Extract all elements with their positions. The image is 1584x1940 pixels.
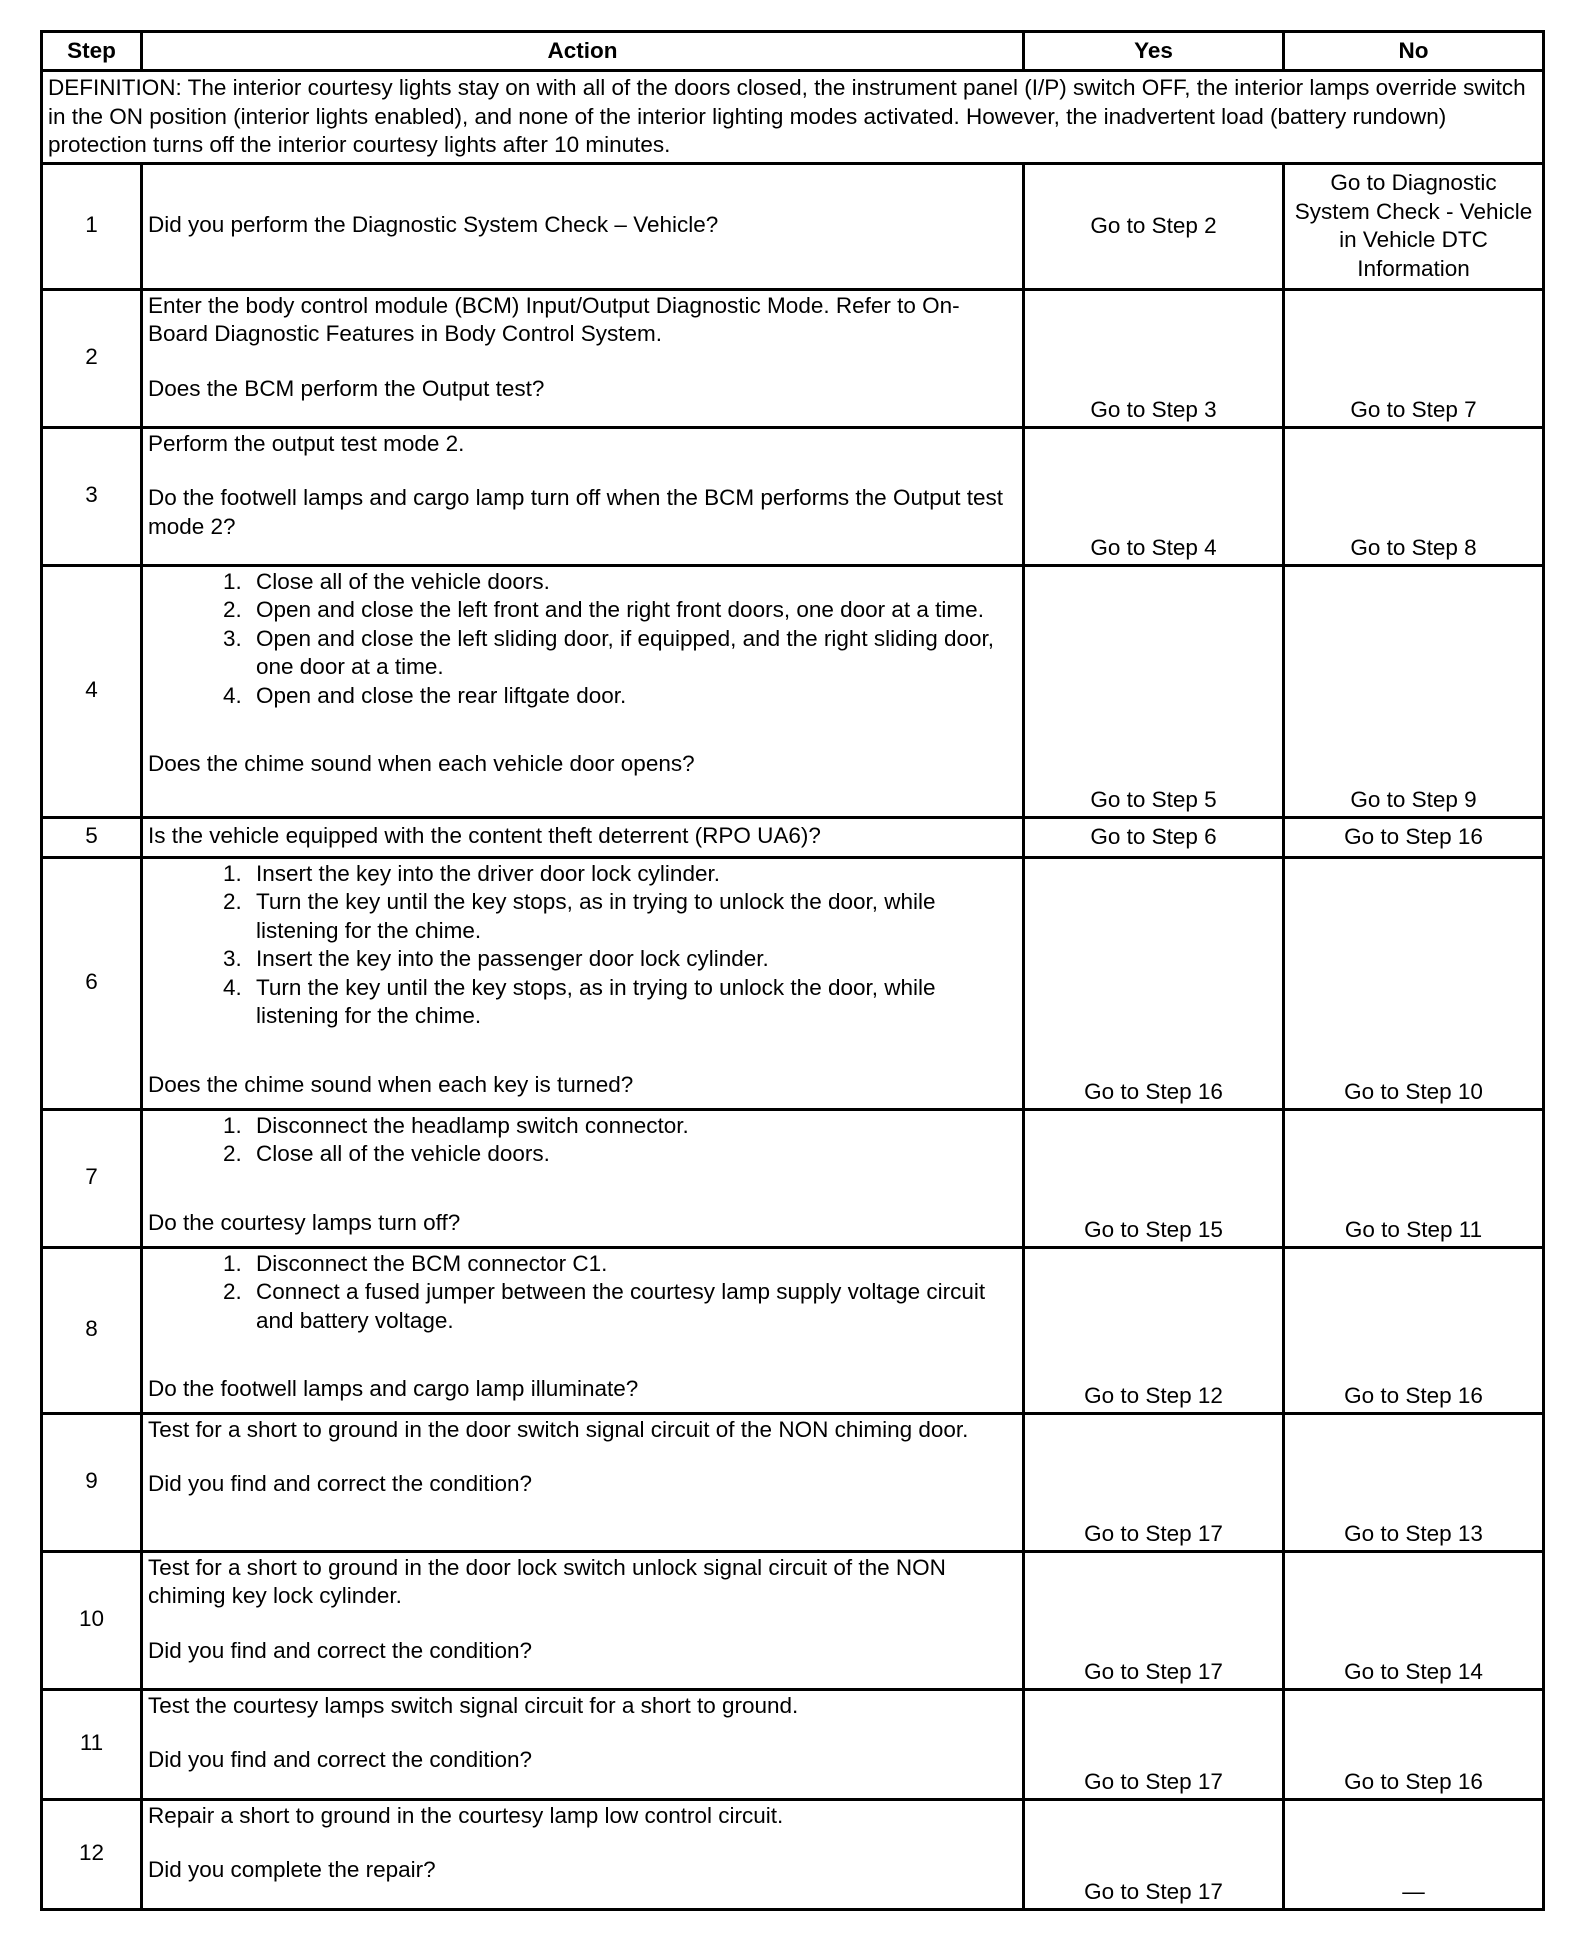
action-cell <box>142 1247 1024 1413</box>
action-question: Do the footwell lamps and cargo lamp turn off when the BCM performs the Output test mode 2? <box>148 485 1004 539</box>
spacer <box>148 1169 1014 1209</box>
yes-result: Go to Step 17 <box>1024 1551 1284 1689</box>
no-result: Go to Step 9 <box>1284 565 1544 817</box>
no-result: Go to Step 11 <box>1284 1109 1544 1247</box>
action-cell <box>142 163 1024 289</box>
step-number: 11 <box>42 1689 142 1799</box>
action-step-item: 1. Disconnect the headlamp switch connector. <box>248 1112 1014 1141</box>
no-result: Go to Step 13 <box>1284 1413 1544 1551</box>
step-number: 4 <box>42 565 142 817</box>
no-result: Go to Step 7 <box>1284 289 1544 427</box>
header-yes: Yes <box>1024 32 1284 71</box>
action-cell <box>142 817 1024 857</box>
action-question: Do the courtesy lamps turn off? <box>148 1209 461 1235</box>
action-step-item: 4. Open and close the rear liftgate door. <box>248 682 1014 711</box>
yes-result: Go to Step 2 <box>1024 163 1284 289</box>
action-cell <box>142 565 1024 817</box>
step-number: 2 <box>42 289 142 427</box>
no-result: Go to Step 16 <box>1284 1247 1544 1413</box>
header-action: Action <box>142 32 1024 71</box>
table-row <box>42 1247 1544 1413</box>
table-row <box>42 1413 1544 1551</box>
spacer <box>148 1335 1014 1375</box>
action-step-item: 2. Close all of the vehicle doors. <box>248 1140 1014 1169</box>
action-step-item: 1. Disconnect the BCM connector C1. <box>248 1250 1014 1279</box>
table-row <box>42 817 1544 857</box>
action-cell <box>142 1689 1024 1799</box>
step-number: 6 <box>42 857 142 1109</box>
no-result: Go to Step 14 <box>1284 1551 1544 1689</box>
action-steps-list <box>148 1112 1014 1169</box>
spacer <box>148 1031 1014 1071</box>
diagnostic-table <box>40 30 1545 1911</box>
no-result: Go to Step 10 <box>1284 857 1544 1109</box>
action-instruction: Perform the output test mode 2. <box>148 430 465 456</box>
yes-result: Go to Step 17 <box>1024 1413 1284 1551</box>
action-question: Did you find and correct the condition? <box>148 1637 532 1663</box>
action-cell <box>142 1799 1024 1909</box>
action-instruction: Test the courtesy lamps switch signal circuit for a short to ground. <box>148 1692 799 1718</box>
action-cell <box>142 1109 1024 1247</box>
spacer <box>148 1444 1014 1470</box>
spacer <box>148 710 1014 750</box>
no-result: Go to Step 16 <box>1284 1689 1544 1799</box>
spacer <box>148 458 1014 484</box>
step-number: 7 <box>42 1109 142 1247</box>
action-steps-list <box>148 1250 1014 1336</box>
definition-text: DEFINITION: The interior courtesy lights stay on with all of the doors closed, the instrument panel (I/P) switch OFF, the interior lamps override switch in the ON position (interior lights enabled), and none of the interior lighting modes activated. However, the inadvertent load (battery rundown) protection turns off the interior courtesy lights after 10 minutes. <box>42 71 1544 164</box>
action-instruction: Test for a short to ground in the door switch signal circuit of the NON chiming door. <box>148 1416 969 1442</box>
table-row <box>42 565 1544 817</box>
definition-row <box>42 71 1544 164</box>
action-instruction: Repair a short to ground in the courtesy lamp low control circuit. <box>148 1802 784 1828</box>
no-result: Go to Diagnostic System Check - Vehicle in Vehicle DTC Information <box>1284 163 1544 289</box>
spacer <box>148 1720 1014 1746</box>
action-question: Did you find and correct the condition? <box>148 1747 532 1772</box>
action-question: Did you complete the repair? <box>148 1857 436 1882</box>
table-row <box>42 857 1544 1109</box>
yes-result: Go to Step 12 <box>1024 1247 1284 1413</box>
action-step-item: 2. Open and close the left front and the right front doors, one door at a time. <box>248 596 1014 625</box>
yes-result: Go to Step 5 <box>1024 565 1284 817</box>
yes-result: Go to Step 16 <box>1024 857 1284 1109</box>
table-row <box>42 1799 1544 1909</box>
yes-result: Go to Step 3 <box>1024 289 1284 427</box>
yes-result: Go to Step 4 <box>1024 427 1284 565</box>
action-step-item: 1. Close all of the vehicle doors. <box>248 568 1014 597</box>
action-question: Do the footwell lamps and cargo lamp illuminate? <box>148 1376 639 1401</box>
yes-result: Go to Step 17 <box>1024 1689 1284 1799</box>
action-question: Did you perform the Diagnostic System Check – Vehicle? <box>148 212 719 238</box>
header-no: No <box>1284 32 1544 71</box>
action-cell <box>142 1413 1024 1551</box>
yes-result: Go to Step 6 <box>1024 817 1284 857</box>
step-number: 3 <box>42 427 142 565</box>
action-cell <box>142 857 1024 1109</box>
action-step-item: 3. Insert the key into the passenger door lock cylinder. <box>248 945 1014 974</box>
action-instruction: Test for a short to ground in the door lock switch unlock signal circuit of the NON chiming key lock cylinder. <box>148 1554 946 1608</box>
action-question: Does the chime sound when each key is turned? <box>148 1071 634 1097</box>
table-row <box>42 427 1544 565</box>
action-step-item: 3. Open and close the left sliding door, if equipped, and the right sliding door, one door at a time. <box>248 625 1014 682</box>
action-cell <box>142 289 1024 427</box>
header-row <box>42 32 1544 71</box>
no-result: — <box>1284 1799 1544 1909</box>
action-step-item: 2. Turn the key until the key stops, as in trying to unlock the door, while listening for the chime. <box>248 888 1014 945</box>
action-question: Does the BCM perform the Output test? <box>148 375 545 401</box>
action-steps-list <box>148 568 1014 711</box>
step-number: 8 <box>42 1247 142 1413</box>
action-cell <box>142 1551 1024 1689</box>
header-step: Step <box>42 32 142 71</box>
action-question: Did you find and correct the condition? <box>148 1471 532 1496</box>
action-step-item: 4. Turn the key until the key stops, as in trying to unlock the door, while listening for the chime. <box>248 974 1014 1031</box>
action-question: Is the vehicle equipped with the content theft deterrent (RPO UA6)? <box>148 823 821 849</box>
action-question: Does the chime sound when each vehicle door opens? <box>148 751 695 776</box>
action-step-item: 1. Insert the key into the driver door lock cylinder. <box>248 860 1014 889</box>
step-number: 5 <box>42 817 142 857</box>
step-number: 10 <box>42 1551 142 1689</box>
spacer <box>148 1611 1014 1637</box>
table-row <box>42 1551 1544 1689</box>
step-number: 1 <box>42 163 142 289</box>
action-step-item: 2. Connect a fused jumper between the courtesy lamp supply voltage circuit and battery voltage. <box>248 1278 1014 1335</box>
no-result: Go to Step 16 <box>1284 817 1544 857</box>
step-number: 9 <box>42 1413 142 1551</box>
yes-result: Go to Step 17 <box>1024 1799 1284 1909</box>
no-result: Go to Step 8 <box>1284 427 1544 565</box>
action-instruction: Enter the body control module (BCM) Input/Output Diagnostic Mode. Refer to On-Board Diagnostic Features in Body Control System. <box>148 292 960 346</box>
step-number: 12 <box>42 1799 142 1909</box>
spacer <box>148 349 1014 375</box>
table-row <box>42 1109 1544 1247</box>
table-row <box>42 1689 1544 1799</box>
table-row <box>42 289 1544 427</box>
action-cell <box>142 427 1024 565</box>
table-row <box>42 163 1544 289</box>
yes-result: Go to Step 15 <box>1024 1109 1284 1247</box>
action-steps-list <box>148 860 1014 1031</box>
spacer <box>148 1830 1014 1856</box>
